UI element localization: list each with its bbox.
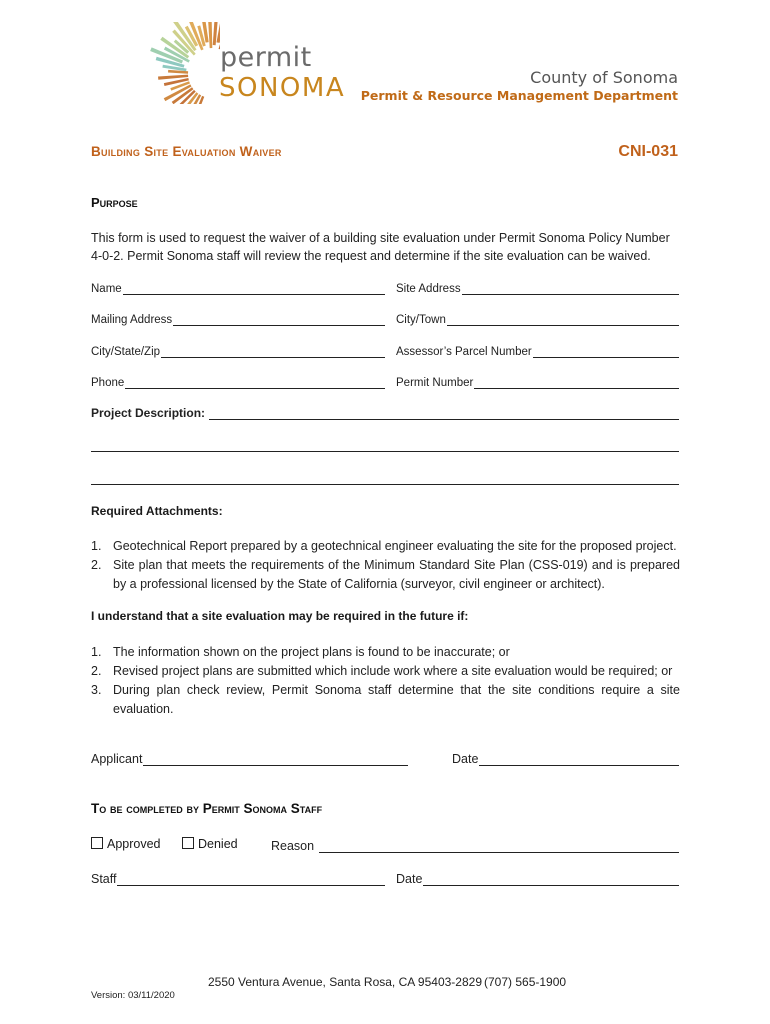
understand-list [91,643,680,719]
city-state-zip-label: City/State/Zip [91,346,161,358]
mailing-address-field[interactable] [91,310,385,326]
project-description-line-2[interactable] [91,451,679,452]
phone-field[interactable] [91,373,385,389]
reason-line[interactable] [319,840,679,853]
applicant-line[interactable] [143,753,408,766]
list-text: The information shown on the project plans is found to be inaccurate; or [113,645,510,659]
brand-permit: permit [220,42,312,73]
applicant-label: Applicant [91,752,143,766]
list-item [91,681,680,719]
approved-option[interactable] [91,837,161,851]
denied-label: Denied [198,837,238,851]
name-label: Name [91,283,122,295]
parcel-number-label: Assessor’s Parcel Number [396,346,532,358]
mailing-address-line[interactable] [173,313,385,326]
city-town-label: City/Town [396,314,446,326]
footer-address: 2550 Ventura Avenue, Santa Rosa, CA 95403-2829 [208,975,482,989]
county-name: County of Sonoma [530,68,678,87]
permit-number-label: Permit Number [396,377,474,389]
phone-line[interactable] [125,376,385,389]
city-town-field[interactable] [396,310,679,326]
permit-number-field[interactable] [396,373,679,389]
city-state-zip-field[interactable] [91,342,385,358]
form-code: CNI-031 [618,143,678,160]
list-text: Site plan that meets the requirements of the Minimum Standard Site Plan (CSS-019) and is prepared by a professional licensed by the State of California (surveyor, civil engineer or architect). [113,558,680,591]
applicant-date-label: Date [452,752,479,766]
attachments-list [91,537,680,594]
mailing-address-label: Mailing Address [91,314,173,326]
list-item [91,662,680,681]
city-town-line[interactable] [447,313,679,326]
list-text: Revised project plans are submitted which include work where a site evaluation would be required; or [113,664,673,678]
footer-phone: (707) 565-1900 [484,975,567,989]
name-line[interactable] [123,282,385,295]
list-number: 1. [91,645,102,659]
attachments-heading: Required Attachments: [91,504,223,518]
site-address-label: Site Address [396,283,461,295]
list-text: During plan check review, Permit Sonoma staff determine that the site conditions require a site evaluation. [113,683,680,716]
list-text: Geotechnical Report prepared by a geotechnical engineer evaluating the site for the proposed project. [113,539,677,553]
parcel-number-line[interactable] [533,345,679,358]
approved-checkbox[interactable] [91,837,103,849]
purpose-text: This form is used to request the waiver of a building site evaluation under Permit Sonoma Policy Number 4-0-2. Permit Sonoma staff will review the request and determine if the site evaluation can be waived. [91,231,670,263]
city-state-zip-line[interactable] [161,345,385,358]
staff-date-field[interactable] [396,870,679,886]
applicant-date-line[interactable] [479,753,679,766]
purpose-heading: Purpose [91,195,138,210]
form-title: Building Site Evaluation Waiver [91,144,282,159]
staff-date-label: Date [396,872,423,886]
denied-option[interactable] [182,837,238,851]
approved-label: Approved [107,837,161,851]
name-field[interactable] [91,279,385,295]
denied-checkbox[interactable] [182,837,194,849]
parcel-number-field[interactable] [396,342,679,358]
list-item [91,537,680,556]
permit-number-line[interactable] [474,376,679,389]
list-number: 3. [91,683,102,697]
project-description-line-1[interactable] [209,407,679,420]
list-item [91,556,680,594]
list-number: 2. [91,664,102,678]
understand-heading: I understand that a site evaluation may be required in the future if: [91,609,469,623]
reason-label: Reason [271,839,315,853]
reason-field[interactable] [271,837,679,853]
staff-label: Staff [91,872,117,886]
staff-signature-field[interactable] [91,870,385,886]
permit-sonoma-sunburst-logo [90,22,220,104]
list-number: 2. [91,558,102,572]
logo-ray [207,22,212,48]
department-name: Permit & Resource Management Department [360,88,678,103]
version-label: Version: 03/11/2020 [91,990,175,1001]
list-item [91,643,680,662]
list-number: 1. [91,539,102,553]
staff-section-heading: To be completed by Permit Sonoma Staff [91,801,323,816]
staff-line[interactable] [117,873,385,886]
brand-sonoma: SONOMA [219,73,346,103]
project-description-field[interactable] [91,404,679,420]
applicant-signature-field[interactable] [91,750,408,766]
project-description-line-3[interactable] [91,484,679,485]
applicant-date-field[interactable] [452,750,679,766]
phone-label: Phone [91,377,125,389]
site-address-line[interactable] [462,282,679,295]
staff-date-line[interactable] [423,873,679,886]
site-address-field[interactable] [396,279,679,295]
project-description-label: Project Description: [91,406,206,420]
